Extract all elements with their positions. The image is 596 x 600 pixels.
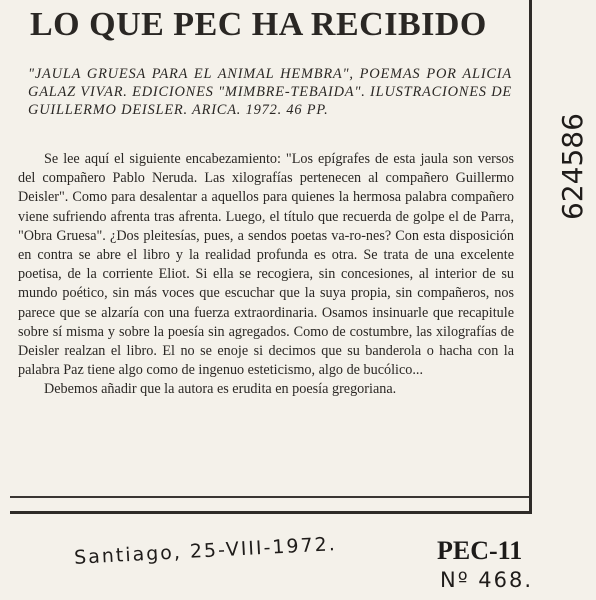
article-title: LO QUE PEC HA RECIBIDO [30, 6, 487, 43]
paragraph: Debemos añadir que la autora es erudita en poesía gregoriana. [44, 381, 397, 398]
article-body [18, 150, 514, 400]
source-label: PEC-11 [437, 536, 523, 565]
paragraph: Se lee aquí el siguiente encabezamiento: "Los epígrafes de esta jaula son versos del compañero Pablo Neruda. Las xilografías pertenecen al compañero Guillermo Deisler". Como para desalentar a aquellos para quienes la hermosa palabra compañero viene sufriendo afrenta tras afrenta. Luego, el título que recuerda de golpe el de Parra, "Obra Gruesa". ¿Dos pleitesías, pues, a sendos poetas va-ro-nes? Con esta disposición en contra se abre el libro y la realidad profunda es otra. Se trata de una excelente poetisa, de la corriente Eliot. Si ella se recogiera, sin concesiones, al interior de su mundo poético, sin más voces que escuchar que la suya propia, sin compañeros, nos parece que se alzaría con una fuerza extraordinaria. Osamos insinuarle que recapitule sobre sí misma y sobre la poesía sin agregados. Como de costumbre, las xilografías de Deisler realzan el libro. El no se enoje si decimos que su banderola o hacha con la palabra Paz tiene algo como de ingenuo esteticismo, algo de bucólico... [18, 151, 514, 379]
handwritten-date: Santiago, 25-VIII-1972. [73, 533, 338, 569]
book-reference: "JAULA GRUESA PARA EL ANIMAL HEMBRA", POEMAS POR ALICIA GALAZ VIVAR. EDICIONES "MIMBRE-TEBAIDA". ILUSTRACIONES DE GUILLERMO DEISLER. ARICA. 1972. 46 PP. [28, 66, 512, 118]
handwritten-number: Nº 468. [440, 568, 534, 592]
handwritten-side-number: 624586 [556, 113, 589, 220]
